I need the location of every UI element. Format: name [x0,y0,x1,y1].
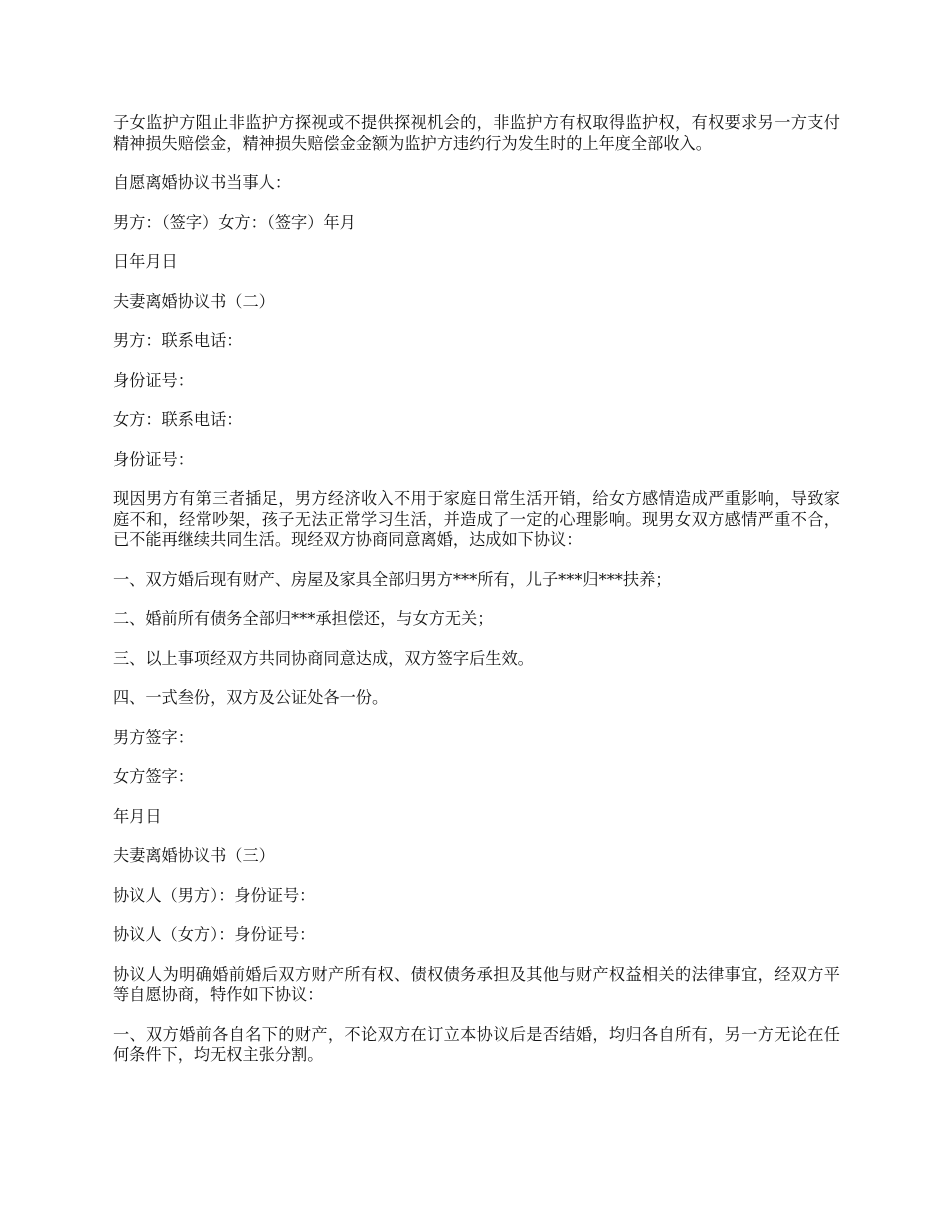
paragraph-signatures: 男方：（签字）女方：（签字）年月 [113,212,356,232]
paragraph-agreement-intro: 协议人为明确婚前婚后双方财产所有权、债权债务承担及其他与财产权益相关的法律事宜，经双方平等自愿协商，特作如下协议： [113,964,840,1004]
paragraph-date: 年月日 [113,806,162,826]
paragraph-reason: 现因男方有第三者插足，男方经济收入不用于家庭日常生活开销，给女方感情造成严重影响，导致家庭不和，经常吵架，孩子无法正常学习生活，并造成了一定的心理影响。现男女双方感情严重不合，已不能再继续共同生活。现经双方协商同意离婚，达成如下协议： [113,489,840,549]
clause-premarital-property: 一、双方婚前各自名下的财产，不论双方在订立本协议后是否结婚，均归各自所有，另一方无论在任何条件下，均无权主张分割。 [113,1024,840,1064]
section-title-2: 夫妻离婚协议书（二） [113,291,275,311]
paragraph-male-signature: 男方签字： [113,727,194,747]
paragraph-female-phone: 女方：联系电话： [113,410,243,429]
paragraph-custody-penalty: 子女监护方阻止非监护方探视或不提供探视机会的，非监护方有权取得监护权，有权要求另一方支付精神损失赔偿金，精神损失赔偿金金额为监护方违约行为发生时的上年度全部收入。 [113,113,840,153]
clause-3: 三、以上事项经双方共同协商同意达成，双方签字后生效。 [113,648,534,668]
paragraph-party-male: 协议人（男方）：身份证号： [113,885,316,905]
paragraph-female-signature: 女方签字： [113,767,194,786]
paragraph-female-id: 身份证号： [113,449,194,469]
clause-2: 二、婚前所有债务全部归***承担偿还，与女方无关； [113,609,494,628]
paragraph-party-female: 协议人（女方）：身份证号： [113,925,316,944]
paragraph-male-phone: 男方：联系电话： [113,331,243,350]
clause-4: 四、一式叁份，双方及公证处各一份。 [113,688,389,707]
document-page [113,113,840,1085]
paragraph-parties-heading: 自愿离婚协议书当事人： [113,173,292,192]
paragraph-dates: 日年月日 [113,252,178,271]
clause-1: 一、双方婚后现有财产、房屋及家具全部归男方***所有，儿子***归***扶养； [113,569,672,589]
section-title-3: 夫妻离婚协议书（三） [113,846,275,865]
paragraph-male-id: 身份证号： [113,370,194,390]
